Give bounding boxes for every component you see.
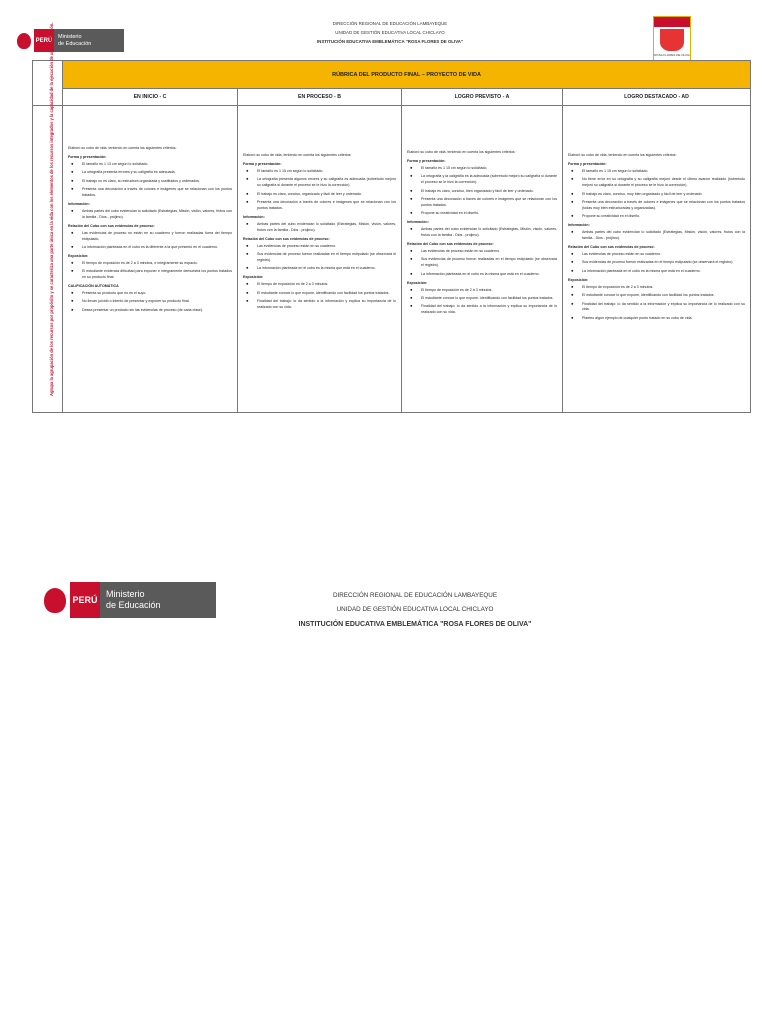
criteria-intro: Elaboró su cubo de vida, teniendo en cuenta los siguientes criterios: [568,153,677,157]
criteria-item: ● La ortografía y la caligrafía es la adecuada (sobretodo mejoró su caligrafía si durante el proceso se le hizo la corrección). [421,174,557,186]
criteria-item: ● La información planteada en el cubo es la misma que está en el cuaderno. [421,272,557,278]
logo-ministry-line1: Ministerio [58,33,82,40]
criteria-item: ● El tiempo de exposición es de 2 a 3 minutos. [257,282,396,288]
criteria-item: ● Sus evidencias de proceso fueron realizadas en el tiempo estipulado (se observará el registro). [421,257,557,269]
criteria-item: ● El estudiante conoce lo que expone, identificando con facilidad los puntos tratados. [257,291,396,297]
logo-ministry-line1-bottom: Ministerio [106,589,145,600]
criteria-item: ● Las evidencias de proceso están en su cuaderno. [582,252,745,258]
header-text-top [290,19,490,46]
criteria-item: ● Finalidad del trabajo: lo da sentido a la información y explica su importancia de lo realizado con su vida. [421,304,557,316]
criteria-item: ● El estudiante conoce lo que expone, identificando con facilidad los puntos tratados. [421,296,557,302]
criteria-item: ● Ambas partes del cubo evidencian lo solicitado (Estrategias, Misión, visión, valores, frutos con la familia - Dios - prójimo). [82,209,232,221]
criteria-list [243,169,396,212]
criteria-list [568,169,745,220]
criteria-section-heading: Exposición: [407,280,428,285]
criteria-item: ● El tamaño es 1 15 cm según lo solicitado. [257,169,396,175]
criteria-section-heading: Información: [407,220,429,225]
criteria-item: ● Ambas partes del cubo evidencian lo solicitado (Estrategias, Misión, visión, valores, frutos con la familia - Dios - prójimo). [421,227,557,239]
criteria-list [243,282,396,311]
criteria-section-heading: Relación del Cubo con sus evidencias de proceso: [243,236,330,241]
criteria-list [68,209,232,221]
criteria-item: ● El trabajo es claro, conciso, muy bien organizado y fácil de leer y ordenado. [582,192,745,198]
criteria-list [407,249,557,278]
criteria-list [568,230,745,242]
criteria-item: ● Propone su creatividad en el diseño. [421,211,557,217]
crest-text: ROSA FLORES DE OLIVA [654,53,690,57]
criteria-col-b [238,106,402,413]
criteria-list [243,244,396,273]
criteria-item: ● Sus evidencias de proceso fueron realizadas en el tiempo estipulado (se observará el registro). [582,260,745,266]
criteria-col-ad [563,106,751,413]
header-line1: DIRECCIÓN REGIONAL DE EDUCACIÓN LAMBAYEQUE [332,21,448,26]
criteria-item: ● Las evidencias de proceso están en su cuaderno. [257,244,396,250]
level-header-b: EN PROCESO - B [238,89,402,106]
logo-ministry [54,29,124,52]
header-text-bottom [265,589,565,632]
level-header-ad: LOGRO DESTACADO - AD [563,89,751,106]
criteria-item: ● El tamaño es 1 13 cm según lo solicitado. [82,162,232,168]
criteria-section-heading: Información: [68,201,90,206]
level-header-a: LOGRO PREVISTO - A [402,89,563,106]
criteria-item: ● El estudiante conoce lo que expone, identificando con facilidad los puntos tratados. [582,293,745,299]
criteria-item: ● Las evidencias de proceso están en su cuaderno. [421,249,557,255]
logo-country: PERÚ [34,29,54,52]
criteria-item: ● El trabajo es claro, conciso, bien organizado y fácil de leer y ordenado. [421,189,557,195]
header-line1-bottom: DIRECCIÓN REGIONAL DE EDUCACIÓN LAMBAYEQUE [332,592,498,599]
logo-ministry-bottom [100,582,216,618]
criteria-item: ● Planteo algún ejemplo de cualquier punto tratado en su cubo de vida. [582,316,745,322]
criteria-item: ● El estudiante evidencia dificultad para exponer e íntegramente demuestra los puntos tratados en su producto final. [82,269,232,281]
criteria-item: ● La ortografía presenta errores y su caligrafía es adecuada. [82,170,232,176]
peru-shield-icon-bottom [40,582,70,618]
criteria-section-heading: CALIFICACIÓN AUTOMÁTICA [68,284,119,289]
criteria-section-heading: Relación del Cubo con sus evidencias de proceso: [68,223,155,228]
rubric-title: RÚBRICA DEL PRODUCTO FINAL – PROYECTO DE VIDA [63,61,751,89]
criteria-item: ● No llevan (olvidó o intentó de presentar y exponer su producto final. [82,299,232,305]
criteria-list [68,231,232,251]
logo-country-bottom: PERÚ [70,582,100,618]
criteria-intro: Elaboró su cubo de vida, teniendo en cuenta los siguientes criterios: [243,153,352,157]
criteria-section-heading: Relación del Cubo con sus evidencias de proceso: [407,242,494,247]
competency-text: Agrupa la agrupación de los recursos por propósito y se caracteriza una parte única en la vida con los elementos de los recursos integrados y la capacidad de la ejecución de una descripción. [49,22,54,396]
criteria-item: ● Ambas partes del cubo evidencian lo solicitado (Estrategias, Misión, visión, valores, frutos con la familia - Dios - prójimo). [257,222,396,234]
rubric-corner-cell [33,61,63,106]
criteria-item: ● Sus evidencias de proceso fueron realizadas en el tiempo estipulado (se observará el registro). [257,252,396,264]
criteria-item: ● Finalidad del trabajo: lo da sentido a la información y explica su importancia de lo realizado con su vida. [582,302,745,314]
criteria-section-heading: Información: [568,223,590,228]
header-line3: INSTITUCIÓN EDUCATIVA EMBLEMÁTICA "ROSA FLORES DE OLIVA" [316,39,464,45]
criteria-item: ● Presenta una decoración a través de colores e imágenes que se relacionan con los puntos tratados. [257,200,396,212]
criteria-section-heading: Forma y presentación: [407,158,446,163]
criteria-section-heading: Forma y presentación: [68,154,107,159]
criteria-item: ● Las evidencias de proceso no están en su cuaderno y fueron realizadas fuera del tiempo estipulado. [82,231,232,243]
criteria-list [68,162,232,199]
criteria-item: ● El tiempo de exposición es de 2 a 3 minutos. [582,285,745,291]
criteria-section-heading: Forma y presentación: [243,161,282,166]
criteria-list [568,285,745,322]
criteria-item: ● El tiempo de exposición es de 2 a 3 minutos. [421,288,557,294]
criteria-list [243,222,396,234]
school-crest-icon [653,16,691,66]
criteria-item: ● Presenta una decoración a través de colores e imágenes que se relacionan con los puntos tratados. [82,187,232,199]
criteria-section-heading: Exposición: [568,277,589,282]
criteria-section-heading: Exposición: [243,275,264,280]
criteria-list [568,252,745,275]
criteria-item: ● Presenta su producto que no es el suyo. [82,291,232,297]
criteria-item: ● Presenta una decoración a través de colores e imágenes que se relacionan con los puntos tratados (todas muy bien estructuradas y organizadas). [582,200,745,212]
criteria-item: ● Finalidad del trabajo: lo da sentido a la información y explica su importancia de lo realizado con su vida. [257,299,396,311]
criteria-item: ● Propone su creatividad en el diseño. [582,214,745,220]
criteria-item: ● El tamaño es 1 15 cm según lo solicitado. [421,166,557,172]
criteria-item: ● Ambas partes del cubo evidencian lo solicitado (Estrategias, Misión, visión, valores, frutos con la familia - Dios - prójimo). [582,230,745,242]
criteria-list [407,227,557,239]
header-line2: UNIDAD DE GESTIÓN EDUCATIVA LOCAL CHICLAYO [335,30,445,36]
criteria-item: ● El tiempo de exposición es de 2 a 3 minutos, e íntegramente su espacio. [82,261,232,267]
criteria-item: ● La información planteada en el cubo es la misma que está en el cuaderno. [257,266,396,272]
minedu-logo-bottom [40,582,216,618]
criteria-col-a [402,106,563,413]
header-line2-bottom: UNIDAD DE GESTIÓN EDUCATIVA LOCAL CHICLAYO [336,605,494,613]
criteria-item: ● La información planteada en el cubo es la misma que está en el cuaderno. [582,269,745,275]
criteria-item: ● No tiene error en su ortografía y su caligrafía mejoró desde el último avance realizado (sobretodo mejoró su caligrafía si durante el proceso se le hizo la corrección). [582,177,745,189]
criteria-item: ● El trabajo es claro, conciso, organizado y fácil de leer y ordenado. [257,192,396,198]
header-line3-bottom: INSTITUCIÓN EDUCATIVA EMBLEMÁTICA "ROSA FLORES DE OLIVA" [298,620,532,628]
criteria-list [68,261,232,281]
peru-shield-icon [14,29,34,52]
criteria-section-heading: Información: [243,214,265,219]
level-header-c: EN INICIO - C [63,89,238,106]
logo-ministry-line2-bottom: de Educación [106,600,161,610]
criteria-col-c [63,106,238,413]
criteria-item: ● La ortografía presenta algunos errores y su caligrafía es adecuada (sobretodo mejoró su caligrafía si durante el proceso se le hizo la corrección). [257,177,396,189]
criteria-list [407,288,557,317]
minedu-logo-top [14,29,124,52]
criteria-intro: Elaboró su cubo de vida, teniendo en cuenta los siguientes criterios: [68,146,177,150]
criteria-item: ● Desea presentar un producto sin las evidencias de proceso (de cada clase). [82,308,232,314]
criteria-section-heading: Relación del Cubo con sus evidencias de proceso: [568,245,655,250]
criteria-item: ● El tamaño es 1 15 cm según lo solicitado. [582,169,745,175]
criteria-item: ● Presenta una decoración a través de colores e imágenes que se relacionan con los puntos tratados. [421,197,557,209]
criteria-section-heading: Exposición: [68,253,89,258]
criteria-list [68,291,232,314]
criteria-item: ● La información planteada en el cubo es la diferente a la que presentó en el cuaderno. [82,245,232,251]
criteria-item: ● El trabajo no es claro, su estructura organizada y sustituidos y ordenados. [82,179,232,185]
criteria-section-heading: Forma y presentación: [568,161,607,166]
criteria-intro: Elaboró su cubo de vida, teniendo en cuenta los siguientes criterios: [407,150,516,154]
logo-ministry-line2: de Educación [58,40,92,47]
criteria-list [407,166,557,217]
